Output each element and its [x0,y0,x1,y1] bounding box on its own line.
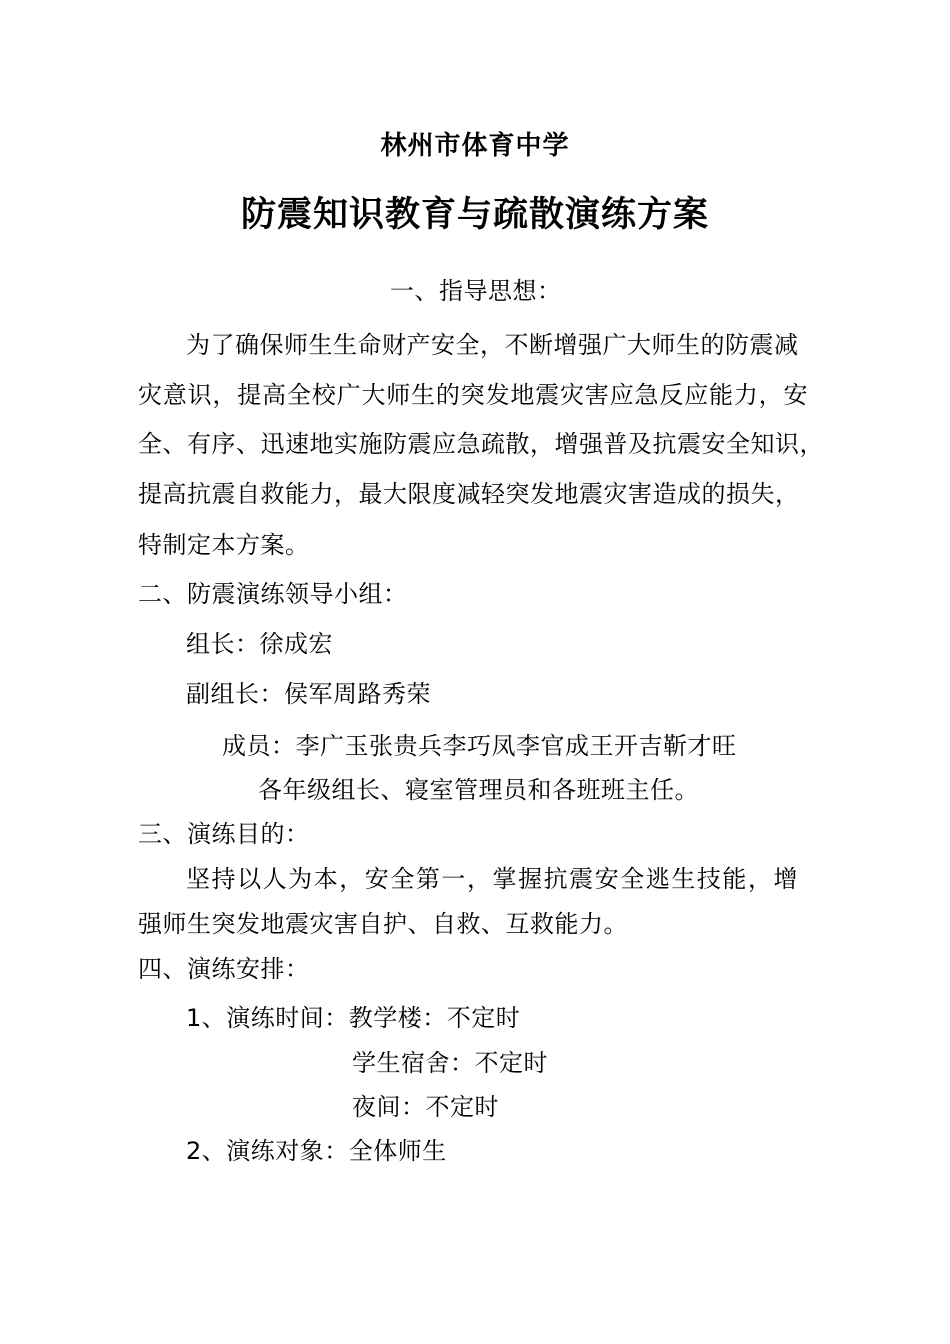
dorm-time-line: 学生宿舍：不定时 [352,1049,548,1077]
group-members-continued: 各年级组长、寝室管理员和各班班主任。 [258,776,699,804]
paragraph-line: 强师生突发地震灾害自护、自救、互救能力。 [138,910,628,938]
section-heading: 四、演练安排： [138,955,310,983]
group-leader: 组长：徐成宏 [186,630,333,658]
drill-time-line: 1、演练时间：教学楼：不定时 [186,1004,521,1032]
group-members: 成员：李广玉张贵兵李巧凤李官成王开吉靳才旺 [222,732,737,760]
paragraph-line: 坚持以人为本，安全第一，掌握抗震安全逃生技能，增 [186,865,798,893]
document-title: 防震知识教育与疏散演练方案 [240,195,709,235]
paragraph-line: 为了确保师生生命财产安全，不断增强广大师生的防震减 [186,331,799,359]
section-heading: 三、演练目的： [138,820,310,848]
paragraph-line: 特制定本方案。 [138,531,310,559]
section-heading: 一、指导思想： [390,277,562,305]
paragraph-line: 灾意识，提高全校广大师生的突发地震灾害应急反应能力，安 [138,381,808,409]
drill-target-line: 2、演练对象：全体师生 [186,1137,447,1165]
section-heading: 二、防震演练领导小组： [138,580,408,608]
paragraph-line: 全、有序、迅速地实施防震应急疏散，增强普及抗震安全知识， [138,430,824,458]
paragraph-line: 提高抗震自救能力，最大限度减轻突发地震灾害造成的损失， [138,480,800,508]
deputy-leader: 副组长：侯军周路秀荣 [186,680,431,708]
school-name: 林州市体育中学 [380,131,570,161]
night-time-line: 夜间：不定时 [352,1093,499,1121]
